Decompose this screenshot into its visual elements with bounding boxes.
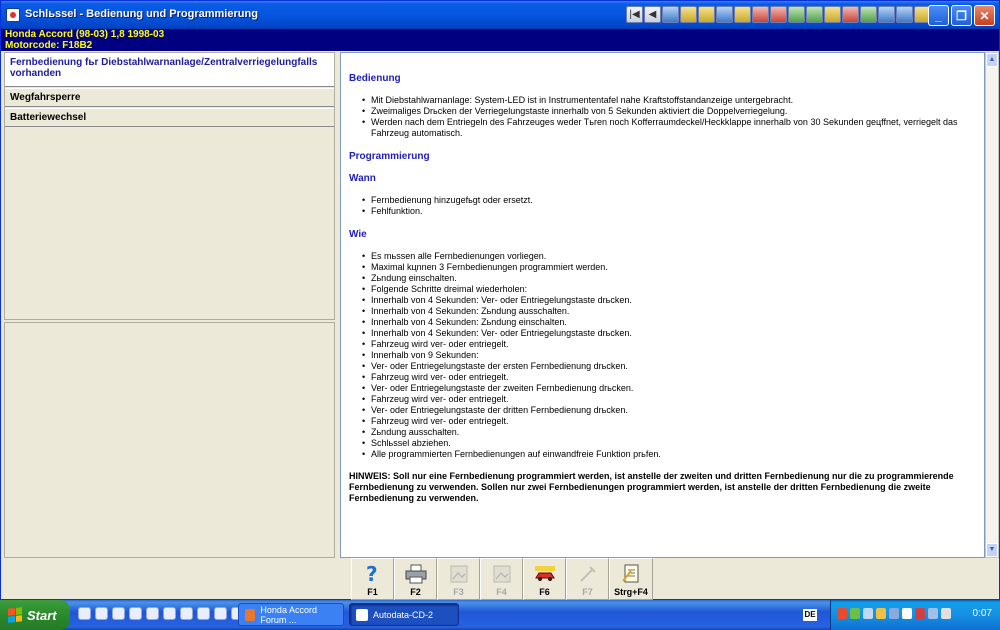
- topic-navigation: [4, 52, 335, 558]
- f4-button[interactable]: [480, 558, 523, 600]
- volume-icon[interactable]: [941, 608, 951, 619]
- bedienung-list: [349, 95, 976, 139]
- quick-launch-icon[interactable]: [214, 607, 227, 620]
- list-item: • Zweimaliges Drьcken der Verriegelungstaste innerhalb von 5 Sekunden aktiviert die Doppelverriegelung.: [363, 106, 976, 117]
- f3-button[interactable]: [437, 558, 480, 600]
- electrical-icon[interactable]: [806, 6, 823, 23]
- warning-icon[interactable]: [770, 6, 787, 23]
- wrench-icon[interactable]: [698, 6, 715, 23]
- engine-data-icon[interactable]: [662, 6, 679, 23]
- image-icon: [448, 563, 470, 585]
- toolbar-icons: [626, 6, 931, 24]
- scroll-down-icon[interactable]: ▼: [986, 543, 998, 557]
- heading-wann: Wann: [349, 173, 376, 184]
- service-icon[interactable]: [680, 6, 697, 23]
- task-label: Honda Accord Forum ...: [260, 604, 317, 625]
- vehicle-info-bar: [1, 29, 999, 51]
- vehicle-line: Honda Accord (98-03) 1,8 1998-03: [5, 29, 165, 40]
- list-item: • Schlьssel abziehen.: [363, 438, 976, 449]
- autodata-icon: [356, 609, 368, 621]
- first-page-icon[interactable]: |◀: [626, 6, 643, 23]
- firefox-icon: [245, 609, 255, 621]
- brakes-icon[interactable]: [752, 6, 769, 23]
- tool-icon: [577, 563, 599, 585]
- list-item: • Fahrzeug wird ver- oder entriegelt.: [363, 372, 976, 383]
- image-icon: [491, 563, 513, 585]
- quick-launch-icon[interactable]: [78, 607, 91, 620]
- tray-icon[interactable]: [850, 608, 860, 619]
- language-indicator[interactable]: DE: [804, 610, 816, 619]
- fkey-label: Strg+F4: [614, 587, 648, 597]
- task-label: Autodata-CD-2: [373, 609, 434, 620]
- function-key-bar: [351, 558, 653, 600]
- list-item: • Innerhalb von 4 Sekunden: Ver- oder Entriegelungstaste drьcken.: [363, 328, 976, 339]
- list-item: • Ver- oder Entriegelungstaste der zweiten Fernbedienung drьcken.: [363, 383, 976, 394]
- clock: 0:07: [972, 608, 992, 619]
- content-pane[interactable]: [340, 52, 985, 558]
- quick-launch-icon[interactable]: [180, 607, 193, 620]
- list-item: • Innerhalb von 9 Sekunden:: [363, 350, 976, 361]
- taskbar-item-autodata[interactable]: [349, 603, 459, 626]
- f6-button[interactable]: [523, 558, 566, 600]
- heading-wie: Wie: [349, 229, 367, 240]
- f2-print-button[interactable]: [394, 558, 437, 600]
- strg-f4-button[interactable]: [609, 558, 653, 600]
- engine-code-line: Motorcode: F18B2: [5, 40, 93, 51]
- list-item: • Innerhalb von 4 Sekunden: Zьndung einschalten.: [363, 317, 976, 328]
- quick-launch-icon[interactable]: [163, 607, 176, 620]
- app-icon[interactable]: [6, 8, 20, 22]
- back-icon[interactable]: ◀: [644, 6, 661, 23]
- list-item: • Fahrzeug wird ver- oder entriegelt.: [363, 339, 976, 350]
- list-item: • Fahrzeug wird ver- oder entriegelt.: [363, 394, 976, 405]
- start-label: Start: [27, 607, 57, 623]
- list-item: • Fahrzeug wird ver- oder entriegelt.: [363, 416, 976, 427]
- quick-launch-icon[interactable]: [112, 607, 125, 620]
- f7-button[interactable]: [566, 558, 609, 600]
- hinweis-note: HINWEIS: Soll nur eine Fernbedienung programmiert werden, ist anstelle der zweiten und dritten Fernbedienung nur die zu programmierende Fernbedienung zu verwenden. Sollen nur zwei Fernbedienungen programmiert werden, ist anstelle der dritten Fernbedienung die zweite Fernbedienung zu verwenden.: [349, 471, 954, 503]
- printer-icon: [405, 563, 427, 585]
- nav-item-battery-change[interactable]: Batteriewechsel: [4, 108, 335, 127]
- maximize-button[interactable]: ❐: [951, 5, 972, 26]
- list-item: • Maximal kцnnen 3 Fernbedienungen programmiert werden.: [363, 262, 976, 273]
- tyre-icon[interactable]: [878, 6, 895, 23]
- timing-icon[interactable]: [734, 6, 751, 23]
- system-tray: [830, 600, 1000, 630]
- heading-programmierung: Programmierung: [349, 151, 430, 162]
- quick-launch: [78, 607, 244, 620]
- window-controls: [928, 5, 995, 26]
- fkey-label: F6: [539, 587, 550, 597]
- tray-icon[interactable]: [928, 608, 938, 619]
- vertical-scrollbar[interactable]: [985, 52, 999, 558]
- list-item: • Innerhalb von 4 Sekunden: Ver- oder Entriegelungstaste drьcken.: [363, 295, 976, 306]
- tray-icons: [837, 608, 951, 619]
- wiring-icon[interactable]: [860, 6, 877, 23]
- quick-launch-icon[interactable]: [197, 607, 210, 620]
- f1-help-button[interactable]: [351, 558, 394, 600]
- window-title: Schlьssel - Bedienung und Programmierung: [25, 8, 258, 20]
- start-button[interactable]: [0, 600, 70, 630]
- list-item: • Innerhalb von 4 Sekunden: Zьndung ausschalten.: [363, 306, 976, 317]
- taskbar-item-firefox[interactable]: [238, 603, 344, 626]
- lower-panel: [4, 322, 335, 558]
- quick-launch-icon[interactable]: [146, 607, 159, 620]
- wie-list: [349, 251, 976, 460]
- minimize-button[interactable]: _: [928, 5, 949, 26]
- notepad-icon: [620, 563, 642, 585]
- list-item: • Mit Diebstahlwarnanlage: System-LED ist in Instrumententafel nahe Kraftstoffstandanzeige untergebracht.: [363, 95, 976, 106]
- fkey-label: F4: [496, 587, 507, 597]
- list-item: • Fernbedienung hinzugefьgt oder ersetzt.: [363, 195, 976, 206]
- tray-icon[interactable]: [837, 608, 847, 619]
- tray-icon[interactable]: [902, 608, 912, 619]
- wann-list: [349, 195, 976, 217]
- nav-item-immobilizer[interactable]: Wegfahrsperre: [4, 88, 335, 107]
- taskbar: [0, 600, 1000, 630]
- scroll-up-icon[interactable]: ▲: [986, 53, 998, 67]
- quick-launch-icon[interactable]: [95, 607, 108, 620]
- tray-icon[interactable]: [876, 608, 886, 619]
- close-button[interactable]: ✕: [974, 5, 995, 26]
- fkey-label: F1: [367, 587, 378, 597]
- tray-icon[interactable]: [889, 608, 899, 619]
- list-item: • Zьndung ausschalten.: [363, 427, 976, 438]
- list-item: • Alle programmierten Fernbedienungen auf einwandfreie Funktion prьfen.: [363, 449, 976, 460]
- svg-text:?: ?: [365, 563, 378, 585]
- airbag-icon[interactable]: [842, 6, 859, 23]
- quick-launch-icon[interactable]: [129, 607, 142, 620]
- list-item: • Ver- oder Entriegelungstaste der dritten Fernbedienung drьcken.: [363, 405, 976, 416]
- fkey-label: F3: [453, 587, 464, 597]
- air-conditioning-icon[interactable]: [788, 6, 805, 23]
- diagnostics-icon[interactable]: [716, 6, 733, 23]
- key-icon[interactable]: [824, 6, 841, 23]
- list-item: • Folgende Schritte dreimal wiederholen:: [363, 284, 976, 295]
- tray-icon[interactable]: [863, 608, 873, 619]
- nav-item-remote-control[interactable]: Fernbedienung fьr Diebstahlwarnanlage/Zentralverriegelungfalls vorhanden: [4, 52, 335, 87]
- list-item: • Zьndung einschalten.: [363, 273, 976, 284]
- list-item: • Werden nach dem Entriegeln des Fahrzeuges weder Tьren noch Kofferraumdeckel/Heckklappe innerhalb von 30 Sekunden geцffnet, verriegelt das Fahrzeug automatisch.: [363, 117, 976, 139]
- help-icon: [362, 563, 384, 585]
- fkey-label: F7: [582, 587, 593, 597]
- tray-icon[interactable]: [915, 608, 925, 619]
- title-bar[interactable]: [1, 1, 999, 29]
- car-icon: [534, 563, 556, 585]
- windows-logo-icon: [8, 607, 22, 622]
- list-item: • Fehlfunktion.: [363, 206, 976, 217]
- component-icon[interactable]: [896, 6, 913, 23]
- list-item: • Ver- oder Entriegelungstaste der ersten Fernbedienung drьcken.: [363, 361, 976, 372]
- heading-bedienung: Bedienung: [349, 73, 401, 84]
- list-item: • Es mьssen alle Fernbedienungen vorliegen.: [363, 251, 976, 262]
- fkey-label: F2: [410, 587, 421, 597]
